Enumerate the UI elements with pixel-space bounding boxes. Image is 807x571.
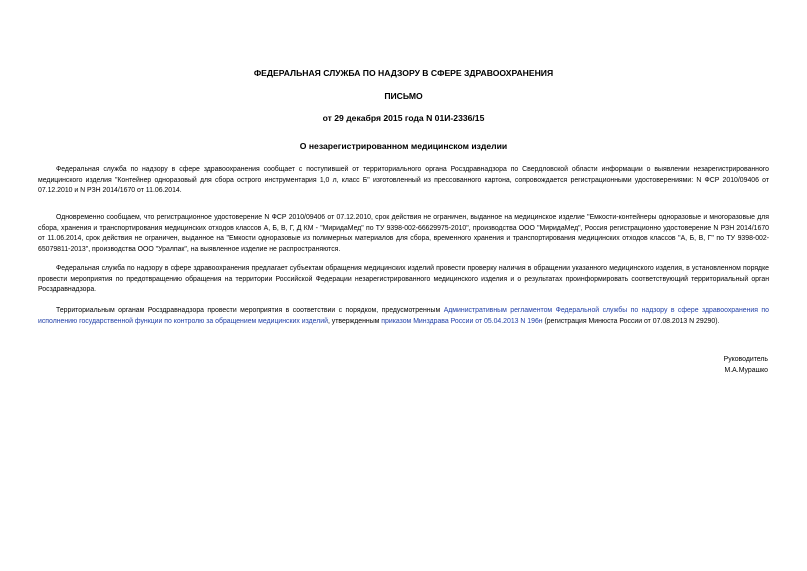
document-type: ПИСЬМО	[384, 91, 423, 101]
agency-title: ФЕДЕРАЛЬНАЯ СЛУЖБА ПО НАДЗОРУ В СФЕРЕ ЗДРАВООХРАНЕНИЯ	[253, 68, 554, 78]
paragraph-2: Одновременно сообщаем, что регистрационное удостоверение N ФСР 2010/09406 от 07.12.2010, срок действия не ограничен, выданное на медицинское изделие "Емкости-контейнеры одноразовые и многоразовые для сбора, хранения и транспортирования медицинских отходов классов А, Б, В, Г, Д КМ - "МиридаМед" по ТУ 9398-002-66629975-2010", производства ООО "МиридаМед", Россия регистрационно удостоверение N РЗН 2014/1670 от 11.06.2014, срок действия не ограничен, выданное на "Емкости одноразовые из полимерных материалов для сбора, временного хранения и транспортирования медицинских отходов классов "А, Б, В, Г" по ТУ 9398-002-65079811-2013", производства ООО "Уралпак", на выявленное изделие не распространяются.	[38, 214, 769, 253]
admin-regulation-link[interactable]: Административным регламентом Федеральной службы по надзору в сфере здравоохранения по исполнению государственной функции по контролю за обращением медицинских изделий	[38, 307, 769, 325]
signature-title: Руководитель	[723, 356, 768, 363]
paragraph-3: Федеральная служба по надзору в сфере здравоохранения предлагает субъектам обращения медицинских изделий провести проверку наличия в обращении указанного медицинского изделия, в установленном порядке провести мероприятия по предотвращению обращения на территории Российской Федерации незарегистрированного медицинского изделия и о результатах проинформировать соответствующий территориальный орган Росздравнадзора.	[38, 265, 769, 294]
document-subject: О незарегистрированном медицинском изделии	[299, 141, 508, 151]
paragraph-4	[38, 306, 769, 327]
ministry-order-link[interactable]: приказом Минздрава России от 05.04.2013 N 196н	[381, 317, 543, 325]
document-date-number: от 29 декабря 2015 года N 01И-2336/15	[322, 113, 485, 123]
paragraph-4-text-start: Территориальным органам Росздравнадзора провести мероприятия в соответствии с порядком, предусмотренным	[56, 307, 444, 314]
paragraph-4-text-mid: , утвержденным	[327, 317, 382, 325]
paragraph-1: Федеральная служба по надзору в сфере здравоохранения сообщает с поступившей от территориального органа Росздравнадзора по Свердловской области информации о выявлении незарегистрированного медицинского изделия "Контейнер одноразовый для сбора острого инструментария 1,0 л, класс Б" изготовленный из прессованного картона, сопровождается регистрационными удостоверениями: N ФСР 2010/09406 от 07.12.2010 и N РЗН 2014/1670 от 11.06.2014.	[38, 166, 769, 195]
paragraph-4-text-end: (регистрация Минюста России от 07.08.2013 N 29290).	[542, 317, 720, 325]
signature-name: М.А.Мурашко	[724, 367, 768, 374]
